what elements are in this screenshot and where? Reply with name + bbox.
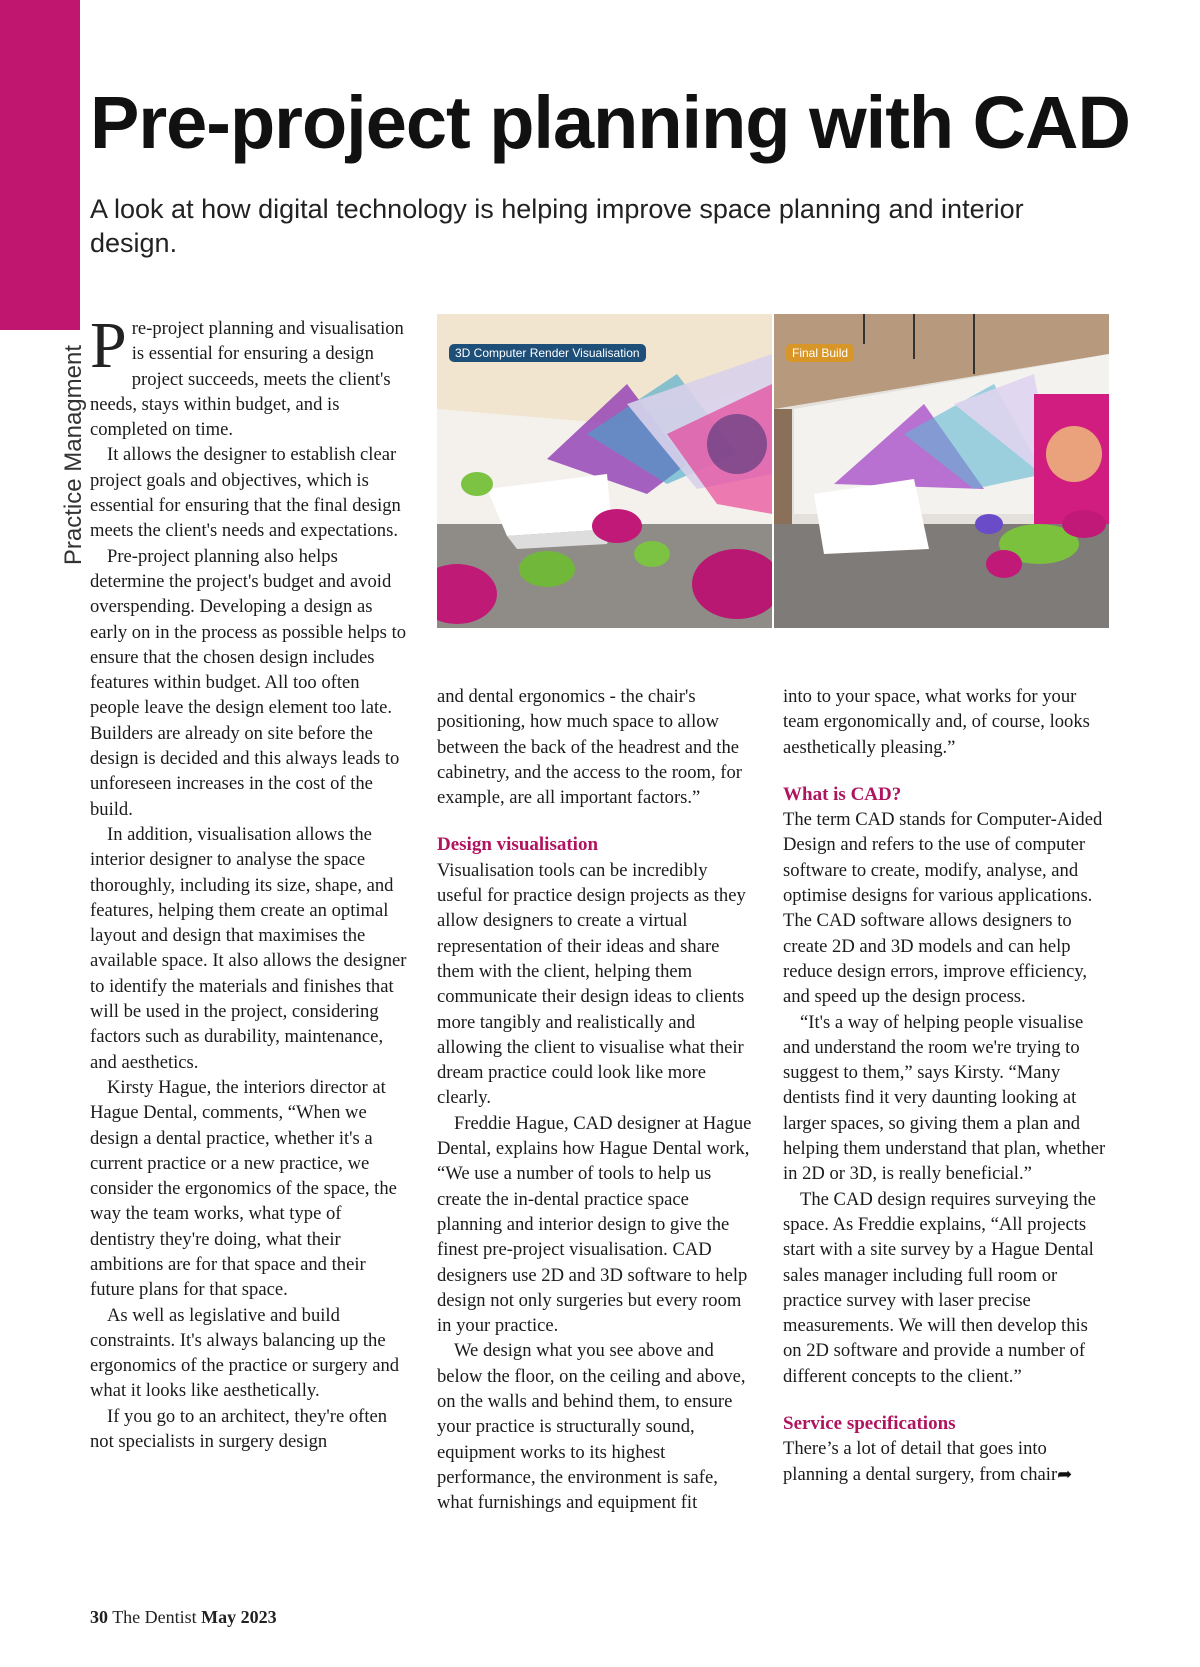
issue-date: May 2023: [201, 1607, 277, 1627]
page-footer: [90, 1607, 277, 1628]
section-color-bar: [0, 0, 80, 330]
paragraph: [90, 309, 408, 442]
article-standfirst: A look at how digital technology is helping improve space planning and interior design.: [90, 194, 1024, 258]
paragraph: “It's a way of helping people visualise and understand the room we're trying to suggest to them,” says Kirsty. “Many dentists find it very daunting looking at larger spaces, so giving them a plan and helping them understand that plan, whether in 2D or 3D, is really beneficial.”: [783, 1011, 1106, 1185]
section-heading: What is CAD?: [783, 783, 902, 805]
paragraph: We design what you see above and below the floor, on the ceiling and above, on the walls and behind them, to ensure your practice is structurally sound, equipment works to its highest performance, the environment is safe, what furnishings and equipment fit: [437, 1340, 746, 1514]
paragraph: Visualisation tools can be incredibly useful for practice design projects as they allow designers to create a virtual representation of their ideas and share them with the client, helping them communicate their design ideas to clients more tangibly and realistically and allowing the client to visualise what their dream practice could look like more clearly.: [437, 859, 746, 1109]
render-label: 3D Computer Render Visualisation: [449, 344, 646, 362]
paragraph: As well as legislative and build constraints. It's always balancing up the ergonomics of the practice or surgery and what it looks like aesthetically.: [90, 1304, 400, 1402]
article-column-3: [783, 684, 1110, 1487]
paragraph: [783, 1436, 1110, 1487]
publication-name: The Dentist: [112, 1607, 197, 1627]
paragraph: and dental ergonomics - the chair's positioning, how much space to allow between the back of the headrest and the cabinetry, and the access to the room, for example, are all important factors.”: [437, 686, 742, 809]
final-build-label: Final Build: [786, 344, 854, 362]
paragraph: into to your space, what works for your team ergonomically and, of course, looks aesthetically pleasing.”: [783, 686, 1090, 758]
paragraph-text: There’s a lot of detail that goes into planning a dental surgery, from chair: [783, 1438, 1058, 1485]
photo-comparison: [437, 314, 1109, 628]
page-number: 30: [90, 1607, 108, 1627]
render-visualisation-image: [437, 314, 772, 628]
paragraph: Freddie Hague, CAD designer at Hague Dental, explains how Hague Dental work, “We use a number of tools to help us create the in-dental practice space planning and interior design to give the finest pre-project visualisation. CAD designers use 2D and 3D software to help design not only surgeries but every room in your practice.: [437, 1112, 752, 1337]
article-title: Pre-project planning with CAD: [90, 81, 1130, 164]
paragraph: In addition, visualisation allows the interior designer to analyse the space thoroughly, including its size, shape, and features, helping them create an optimal layout and design that maximises the available space. It also allows the designer to identify the materials and finishes that will be used in the project, considering factors such as durability, maintenance, and aesthetics.: [90, 823, 407, 1073]
paragraph: If you go to an architect, they're often not specialists in surgery design: [90, 1405, 388, 1453]
section-heading: Design visualisation: [437, 834, 599, 856]
drop-cap: P: [90, 309, 127, 382]
continue-arrow-icon: ➦: [1057, 1463, 1073, 1484]
paragraph: Pre-project planning also helps determine the project's budget and avoid overspending. Developing a design as early on in the process as possible helps to ensure that the chosen design includes features within budget. All too often people leave the design element too late. Builders are already on site before the design is decided and this always leads to unforeseen increases in the cost of the build.: [90, 545, 407, 820]
final-build-image: [774, 314, 1109, 628]
section-label: Practice Managment: [60, 345, 87, 566]
article-column-2: [437, 684, 753, 1516]
paragraph: The term CAD stands for Computer-Aided Design and refers to the use of computer software to create, modify, analyse, and optimise designs for various applications. The CAD software allows designers to create 2D and 3D models and can help reduce design errors, improve efficiency, and speed up the design process.: [783, 809, 1103, 1008]
paragraph: It allows the designer to establish clear project goals and objectives, which is essential for ensuring that the final design meets the client's needs and expectations.: [90, 444, 401, 542]
paragraph: The CAD design requires surveying the space. As Freddie explains, “All projects start with a site survey by a Hague Dental sales manager including full room or practice survey with laser precise measurements. We will then develop this on 2D software and provide a number of different concepts to the client.”: [783, 1188, 1096, 1387]
section-heading: Service specifications: [783, 1413, 956, 1435]
article-column-1: [90, 309, 408, 1454]
paragraph-text: re-project planning and visualisation is essential for ensuring a design project succeeds, meets the client's needs, stays within budget, and is completed on time.: [90, 318, 404, 441]
paragraph: Kirsty Hague, the interiors director at Hague Dental, comments, “When we design a dental practice, whether it's a current practice or a new practice, we consider the ergonomics of the space, the way the team works, what type of dentistry they're doing, what their ambitions are for that space and their future plans for that space.: [90, 1076, 397, 1301]
